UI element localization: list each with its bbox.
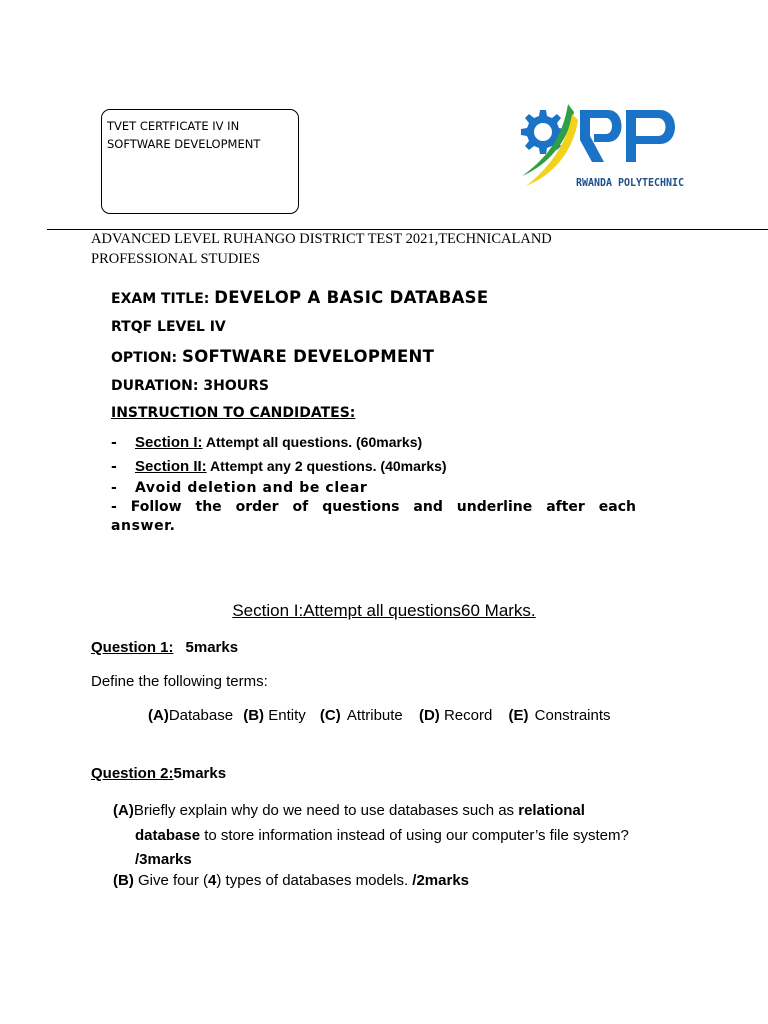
question-2-marks: 5marks bbox=[173, 765, 227, 782]
instruction-text: Attempt all questions. (60marks) bbox=[202, 434, 423, 450]
exam-header bbox=[91, 230, 611, 269]
letter-p bbox=[626, 110, 675, 162]
term-letter: (B) bbox=[243, 707, 265, 724]
term-letter: (C) bbox=[319, 707, 341, 724]
question-1-terms bbox=[148, 707, 611, 724]
part-b-number: 4 bbox=[208, 872, 217, 889]
letter-r bbox=[580, 110, 622, 162]
part-b-marks: /2marks bbox=[412, 872, 470, 889]
question-2-part-a bbox=[113, 799, 693, 873]
term-letter: (A) bbox=[148, 707, 169, 724]
rwanda-polytechnic-logo bbox=[512, 100, 692, 192]
option-label: OPTION: bbox=[111, 350, 183, 366]
instruction-text: Follow the order of questions and underline after each bbox=[130, 499, 636, 515]
instruction-section-label: Section I: bbox=[135, 434, 203, 451]
question-1-header bbox=[91, 639, 238, 656]
exam-title-label: EXAM TITLE: bbox=[111, 291, 215, 307]
exam-option bbox=[111, 347, 434, 366]
instruction-text: Avoid deletion and be clear bbox=[135, 480, 368, 496]
term-text: Database bbox=[168, 707, 234, 724]
question-1-marks: 5marks bbox=[185, 639, 239, 656]
bullet-dash: - bbox=[111, 459, 117, 475]
certificate-line-1: TVET CERTFICATE IV IN bbox=[107, 119, 240, 133]
part-a-bold-2: database bbox=[135, 826, 201, 844]
term-text: Record bbox=[443, 707, 493, 724]
question-2-label: Question 2: bbox=[91, 765, 174, 782]
term-text: Constraints bbox=[534, 707, 611, 724]
question-1-prompt: Define the following terms: bbox=[91, 673, 268, 690]
term-letter: (E) bbox=[508, 707, 529, 724]
part-a-bold-1: relational bbox=[518, 802, 585, 819]
bullet-dash: - bbox=[111, 499, 117, 515]
bullet-dash: - bbox=[111, 480, 118, 496]
part-a-text-1: Briefly explain why do we need to use databases such as bbox=[133, 802, 519, 819]
certificate-box bbox=[101, 109, 299, 214]
part-a-marks: /3marks bbox=[135, 851, 192, 868]
part-b-text-1: Give four ( bbox=[133, 872, 209, 889]
question-1-label: Question 1: bbox=[91, 639, 174, 656]
logo-name: RWANDA POLYTECHNIC bbox=[576, 177, 684, 189]
instruction-item-4 bbox=[111, 499, 636, 515]
instruction-item-1 bbox=[111, 434, 636, 451]
part-b-text-2: ) types of databases models. bbox=[216, 872, 413, 889]
rp-logo-mark bbox=[512, 100, 692, 192]
instructions-heading: INSTRUCTION TO CANDIDATES: bbox=[111, 405, 356, 421]
exam-title-value: DEVELOP A BASIC DATABASE bbox=[214, 288, 489, 307]
part-letter: (B) bbox=[113, 872, 134, 889]
term-text: Attribute bbox=[346, 707, 403, 724]
exam-title bbox=[111, 288, 488, 307]
instruction-section-label: Section II: bbox=[135, 458, 207, 475]
bullet-dash: - bbox=[111, 435, 117, 451]
part-letter: (A) bbox=[113, 802, 134, 819]
instruction-item-2 bbox=[111, 458, 636, 475]
section-1-title: Section I:Attempt all questions60 Marks. bbox=[232, 601, 536, 620]
option-value: SOFTWARE DEVELOPMENT bbox=[182, 347, 435, 366]
term-letter: (D) bbox=[418, 707, 440, 724]
part-a-text-2: to store information instead of using our computer’s file system? bbox=[200, 826, 629, 844]
gear-icon bbox=[521, 110, 565, 154]
question-2-part-b bbox=[113, 872, 469, 889]
instruction-item-3 bbox=[111, 480, 636, 496]
exam-header-line-2: PROFESSIONAL STUDIES bbox=[91, 250, 261, 267]
certificate-line-2: SOFTWARE DEVELOPMENT bbox=[107, 137, 261, 151]
instruction-item-4-cont: answer. bbox=[111, 518, 176, 534]
instruction-text: Attempt any 2 questions. (40marks) bbox=[206, 458, 447, 474]
question-2-header bbox=[91, 765, 226, 782]
term-text: Entity bbox=[268, 707, 306, 724]
rtqf-level: RTQF LEVEL IV bbox=[111, 319, 226, 335]
exam-duration: DURATION: 3HOURS bbox=[111, 378, 269, 394]
exam-header-line-1: ADVANCED LEVEL RUHANGO DISTRICT TEST 2021,TECHNICALAND bbox=[91, 231, 552, 247]
